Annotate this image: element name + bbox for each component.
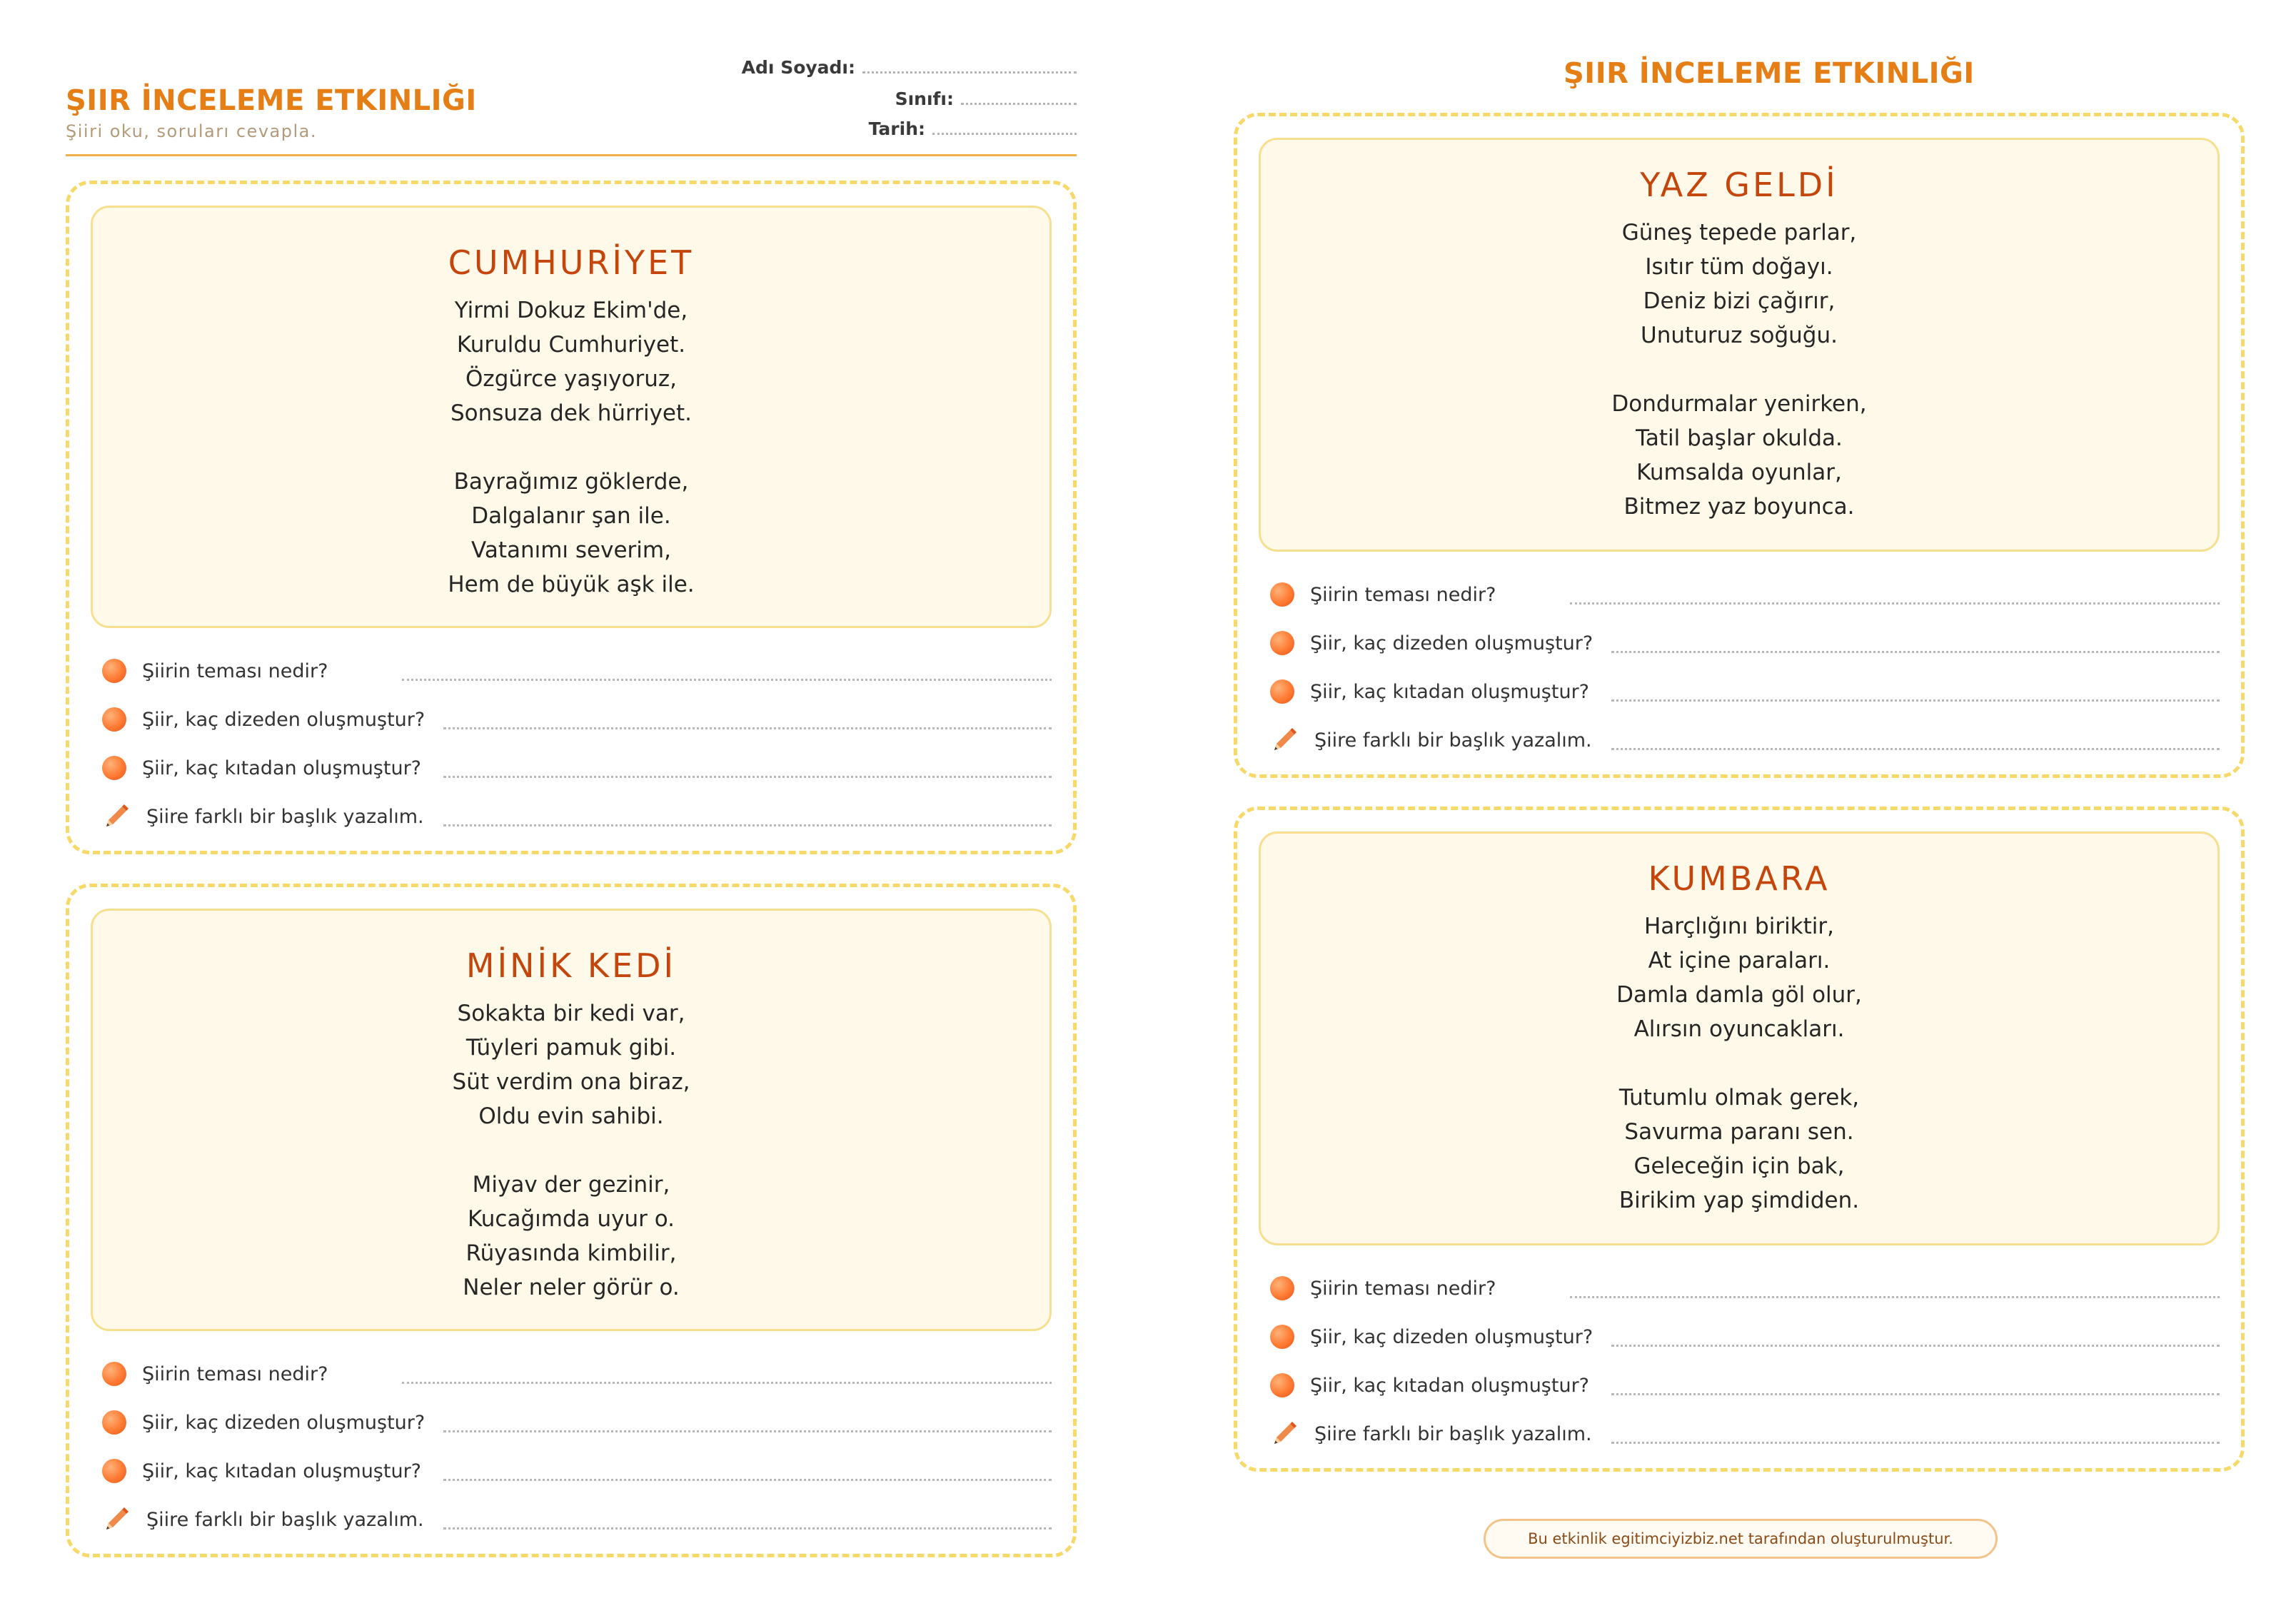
question-new-title <box>1270 726 2227 754</box>
circle-bullet-icon <box>1270 1373 1294 1397</box>
answer-line[interactable] <box>1611 1442 2220 1444</box>
question-theme <box>102 657 1059 685</box>
answer-line[interactable] <box>1611 651 2220 653</box>
date-blank[interactable] <box>932 133 1077 135</box>
pencil-icon <box>102 802 131 831</box>
poem-title: KUMBARA <box>1648 859 1831 898</box>
question-stanzas <box>1270 1371 2227 1400</box>
question-text: Şiir, kaç kıtadan oluşmuştur? <box>142 757 421 779</box>
poem-line: Kumsalda oyunlar, <box>1636 460 1842 485</box>
question-text: Şiirin teması nedir? <box>1310 1277 1496 1300</box>
answer-line[interactable] <box>1611 748 2220 750</box>
poem-title: CUMHURİYET <box>448 243 695 282</box>
question-text: Şiire farklı bir başlık yazalım. <box>146 805 424 828</box>
stanza-gap <box>93 1133 1049 1168</box>
poem-line: Deniz bizi çağırır, <box>1643 288 1836 314</box>
poem-line: Dalgalanır şan ile. <box>471 503 671 529</box>
poem-line: Harçlığını biriktir, <box>1643 914 1834 939</box>
question-new-title <box>1270 1420 2227 1448</box>
header-divider <box>66 154 1077 156</box>
poem-line: Bitmez yaz boyunca. <box>1623 494 1855 520</box>
poem-text <box>93 293 1049 602</box>
question-theme <box>1270 580 2227 609</box>
page-title: ŞIIR İNCELEME ETKINLIĞI <box>66 84 477 117</box>
answer-line[interactable] <box>443 727 1052 729</box>
answer-line[interactable] <box>443 1479 1052 1481</box>
poem-title: MİNİK KEDİ <box>465 946 677 985</box>
circle-bullet-icon <box>102 659 126 683</box>
poem-card-kumbara <box>1234 806 2245 1472</box>
question-stanzas <box>1270 677 2227 706</box>
poem-line: Birikim yap şimdiden. <box>1618 1188 1860 1213</box>
date-label: Tarih: <box>868 118 925 139</box>
circle-bullet-icon <box>102 1362 126 1386</box>
question-text: Şiire farklı bir başlık yazalım. <box>1314 729 1592 752</box>
poem-text <box>1261 216 2217 524</box>
name-blank[interactable] <box>862 71 1077 74</box>
poem-card-minik-kedi <box>66 884 1077 1557</box>
poem-line: Rüyasında kimbilir, <box>465 1240 677 1266</box>
poem-line: Tüyleri pamuk gibi. <box>465 1035 677 1061</box>
question-text: Şiir, kaç kıtadan oluşmuştur? <box>142 1460 421 1482</box>
answer-line[interactable] <box>443 1430 1052 1432</box>
poem-line: Savurma paranı sen. <box>1624 1119 1854 1145</box>
page-subtitle: Şiiri oku, soruları cevapla. <box>66 121 317 141</box>
question-text: Şiirin teması nedir? <box>142 659 328 682</box>
poem-box <box>1259 138 2220 552</box>
answer-line[interactable] <box>402 679 1052 681</box>
poem-line: Sokakta bir kedi var, <box>457 1001 685 1026</box>
poem-line: Miyav der gezinir, <box>472 1172 670 1198</box>
circle-bullet-icon <box>1270 679 1294 704</box>
poem-text <box>93 996 1049 1305</box>
poem-line: Damla damla göl olur, <box>1616 982 1862 1008</box>
stanza-gap <box>93 430 1049 465</box>
class-field[interactable] <box>700 89 1077 109</box>
pencil-icon <box>102 1505 131 1534</box>
poem-line: Geleceğin için bak, <box>1633 1153 1845 1179</box>
question-text: Şiir, kaç dizeden oluşmuştur? <box>142 1411 426 1434</box>
question-text: Şiirin teması nedir? <box>1310 583 1496 606</box>
poem-line: Tatil başlar okulda. <box>1636 425 1843 451</box>
answer-line[interactable] <box>1570 602 2220 605</box>
poem-line: Bayrağımız göklerde, <box>453 469 689 495</box>
poem-card-yaz-geldi <box>1234 113 2245 778</box>
answer-line[interactable] <box>1611 1393 2220 1395</box>
answer-line[interactable] <box>443 776 1052 778</box>
name-label: Adı Soyadı: <box>741 57 855 78</box>
class-label: Sınıfı: <box>895 89 954 109</box>
poem-line: Yirmi Dokuz Ekim'de, <box>454 298 688 323</box>
question-text: Şiir, kaç dizeden oluşmuştur? <box>1310 632 1593 654</box>
poem-box <box>1259 831 2220 1245</box>
question-lines <box>102 1408 1059 1437</box>
poem-line: Oldu evin sahibi. <box>478 1103 664 1129</box>
poem-line: Alırsın oyuncakları. <box>1633 1016 1845 1042</box>
poem-line: Kuruldu Cumhuriyet. <box>456 332 686 358</box>
poem-text <box>1261 909 2217 1218</box>
answer-line[interactable] <box>1570 1296 2220 1298</box>
question-text: Şiir, kaç kıtadan oluşmuştur? <box>1310 1374 1589 1397</box>
right-page-title: ŞIIR İNCELEME ETKINLIĞI <box>1564 57 1975 90</box>
question-theme <box>1270 1274 2227 1303</box>
poem-line: Dondurmalar yenirken, <box>1611 391 1867 417</box>
answer-line[interactable] <box>402 1382 1052 1384</box>
footer-credit <box>1484 1519 1998 1559</box>
question-text: Şiir, kaç kıtadan oluşmuştur? <box>1310 680 1589 703</box>
stanza-gap <box>1261 1046 2217 1081</box>
question-stanzas <box>102 754 1059 782</box>
poem-line: Tutumlu olmak gerek, <box>1618 1085 1860 1111</box>
question-new-title <box>102 802 1059 831</box>
circle-bullet-icon <box>102 756 126 780</box>
circle-bullet-icon <box>1270 631 1294 655</box>
class-blank[interactable] <box>961 103 1077 105</box>
date-field[interactable] <box>700 118 1077 139</box>
answer-line[interactable] <box>1611 1345 2220 1347</box>
pencil-icon <box>1270 726 1299 754</box>
poem-line: At içine paraları. <box>1648 948 1831 974</box>
question-stanzas <box>102 1457 1059 1485</box>
answer-line[interactable] <box>1611 699 2220 702</box>
poem-card-cumhuriyet <box>66 181 1077 854</box>
stanza-gap <box>1261 353 2217 387</box>
question-lines <box>1270 1323 2227 1351</box>
question-theme <box>102 1360 1059 1388</box>
poem-line: Neler neler görür o. <box>463 1275 680 1300</box>
poem-line: Süt verdim ona biraz, <box>452 1069 690 1095</box>
poem-line: Kucağımda uyur o. <box>467 1206 675 1232</box>
question-text: Şiir, kaç dizeden oluşmuştur? <box>142 708 426 731</box>
answer-line[interactable] <box>443 824 1052 826</box>
circle-bullet-icon <box>102 1410 126 1435</box>
circle-bullet-icon <box>1270 1276 1294 1300</box>
poem-line: Vatanımı severim, <box>471 537 671 563</box>
poem-line: Güneş tepede parlar, <box>1621 220 1857 246</box>
poem-box <box>91 909 1052 1331</box>
poem-line: Hem de büyük aşk ile. <box>448 572 695 597</box>
circle-bullet-icon <box>102 1459 126 1483</box>
pencil-icon <box>1270 1420 1299 1448</box>
question-lines <box>102 705 1059 734</box>
question-text: Şiirin teması nedir? <box>142 1362 328 1385</box>
question-text: Şiire farklı bir başlık yazalım. <box>146 1508 424 1531</box>
poem-box <box>91 206 1052 628</box>
footer-text: Bu etkinlik egitimciyizbiz.net tarafından oluşturulmuştur. <box>1528 1530 1953 1547</box>
circle-bullet-icon <box>102 707 126 732</box>
poem-line: Isıtır tüm doğayı. <box>1645 254 1833 280</box>
poem-line: Sonsuza dek hürriyet. <box>450 400 693 426</box>
question-text: Şiire farklı bir başlık yazalım. <box>1314 1422 1592 1445</box>
question-lines <box>1270 629 2227 657</box>
question-new-title <box>102 1505 1059 1534</box>
question-text: Şiir, kaç dizeden oluşmuştur? <box>1310 1325 1593 1348</box>
circle-bullet-icon <box>1270 1325 1294 1349</box>
name-field[interactable] <box>700 57 1077 78</box>
poem-line: Unuturuz soğuğu. <box>1641 323 1838 348</box>
circle-bullet-icon <box>1270 582 1294 607</box>
answer-line[interactable] <box>443 1527 1052 1529</box>
poem-line: Özgürce yaşıyoruz, <box>465 366 677 392</box>
poem-title: YAZ GELDİ <box>1640 166 1838 204</box>
